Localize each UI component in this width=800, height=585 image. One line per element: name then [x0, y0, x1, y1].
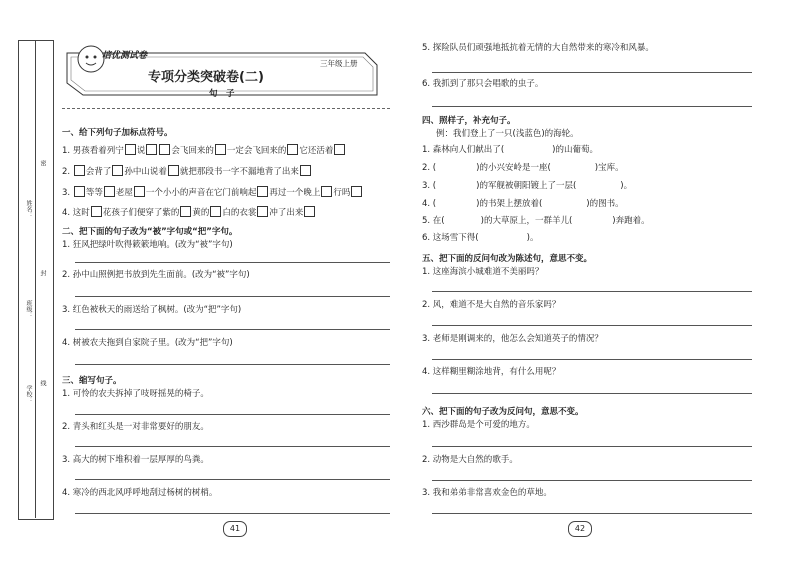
punct-box[interactable] — [180, 206, 191, 217]
answer-line[interactable] — [432, 72, 752, 73]
answer-line[interactable] — [432, 106, 752, 107]
answer-line[interactable] — [75, 513, 390, 514]
s5-item: 4. 这样糊里糊涂地背，有什么用呢？ — [422, 367, 561, 377]
s4-item: 5. 在( )的大草原上，一群羊儿( )奔跑着。 — [422, 216, 650, 226]
s4-item: 2. ( )的小兴安岭是一座( )宝库。 — [422, 163, 624, 173]
class-label: 班级： — [25, 300, 32, 318]
page-number: 41 — [223, 521, 247, 537]
punct-box[interactable] — [104, 186, 115, 197]
s1-item: 1. 男孩看着列宁 说 会飞回来的 一定会飞回来的 它还活着 — [62, 144, 346, 156]
school-label: 学校： — [25, 385, 32, 403]
s5-item: 2. 风，难道不是大自然的音乐家吗？ — [422, 300, 561, 310]
answer-line[interactable] — [75, 414, 390, 415]
answer-line[interactable] — [75, 262, 390, 263]
answer-line[interactable] — [432, 325, 752, 326]
s6-item: 2. 动物是大自然的歌手。 — [422, 455, 518, 465]
s1-item: 2. 会背了 孙中山说着 就把那段书一字不漏地背了出来 — [62, 165, 312, 177]
answer-line[interactable] — [75, 296, 390, 297]
s4-item: 4. ( )的书架上摆放着( )的图书。 — [422, 199, 624, 209]
s6-item: 3. 我和弟弟非常喜欢金色的草地。 — [422, 488, 552, 498]
punct-box[interactable] — [215, 144, 226, 155]
s5-item: 3. 老师是刚调来的，他怎么会知道英子的情况？ — [422, 334, 603, 344]
page-number: 42 — [568, 521, 592, 537]
page-subtitle: 句 子 — [209, 89, 235, 99]
s2-item: 2. 孙中山照例把书放到先生面前。(改为“被”字句) — [62, 270, 250, 280]
fold-mark: 线 — [39, 380, 46, 386]
fold-mark: 封 — [39, 270, 46, 276]
punct-box[interactable] — [159, 144, 170, 155]
section3-heading: 三、缩写句子。 — [62, 376, 122, 386]
top-item: 5. 探险队员们顽强地抵抗着无情的大自然带来的寒冷和风暴。 — [422, 43, 654, 53]
name-label: 姓名： — [25, 200, 32, 218]
fold-line — [35, 40, 36, 518]
section2-heading: 二、把下面的句子改为“被”字句或“把”字句。 — [62, 227, 238, 237]
grade-label: 三年级上册 — [320, 59, 358, 68]
s3-item: 4. 寒冷的西北风呼呼地刮过杨树的树梢。 — [62, 488, 218, 498]
s4-item: 3. ( )的军舰被朝阳镀上了一层( )。 — [422, 181, 633, 191]
page-title: 专项分类突破卷(二) — [148, 70, 264, 85]
answer-line[interactable] — [75, 364, 390, 365]
punct-box[interactable] — [74, 186, 85, 197]
top-item: 6. 我抓到了那只会唱歌的虫子。 — [422, 79, 544, 89]
answer-line[interactable] — [75, 446, 390, 447]
punct-box[interactable] — [112, 165, 123, 176]
punct-box[interactable] — [74, 165, 85, 176]
punct-box[interactable] — [146, 144, 157, 155]
answer-line[interactable] — [75, 329, 390, 330]
punct-box[interactable] — [91, 206, 102, 217]
answer-line[interactable] — [432, 359, 752, 360]
logo-text: 培优测试卷 — [102, 51, 148, 61]
punct-box[interactable] — [300, 165, 311, 176]
binding-margin — [18, 40, 54, 520]
s3-item: 3. 高大的树下堆积着一层厚厚的鸟粪。 — [62, 455, 209, 465]
punct-box[interactable] — [257, 206, 268, 217]
s2-item: 3. 红色被秋天的雨送给了枫树。(改为“把”字句) — [62, 305, 242, 315]
punct-box[interactable] — [125, 144, 136, 155]
s5-item: 1. 这座海滨小城难道不美丽吗？ — [422, 267, 544, 277]
s4-item: 1. 森林向人们献出了( )的山葡萄。 — [422, 145, 598, 155]
answer-line[interactable] — [432, 513, 752, 514]
s1-item: 4. 这时 花孩子们便穿了紫的 黄的 白的衣裳 冲了出来 — [62, 206, 316, 218]
section4-heading: 四、照样子，补充句子。 — [422, 116, 516, 126]
s4-example: 例：我们登上了一只(浅蓝色)的海轮。 — [436, 129, 579, 139]
answer-line[interactable] — [432, 480, 752, 481]
punct-box[interactable] — [168, 165, 179, 176]
fold-mark: 密 — [39, 160, 46, 166]
section1-heading: 一、给下列句子加标点符号。 — [62, 128, 173, 138]
section6-heading: 六、把下面的句子改为反问句，意思不变。 — [422, 407, 584, 417]
s3-item: 2. 青头和红头是一对非常要好的朋友。 — [62, 422, 209, 432]
answer-line[interactable] — [432, 393, 752, 394]
header-divider — [62, 108, 390, 109]
s2-item: 4. 树被农夫拖到自家院子里。(改为“把”字句) — [62, 338, 233, 348]
punct-box[interactable] — [334, 144, 345, 155]
s4-item: 6. 这场雪下得( )。 — [422, 233, 539, 243]
s6-item: 1. 西沙群岛是个可爱的地方。 — [422, 420, 535, 430]
punct-box[interactable] — [257, 186, 268, 197]
answer-line[interactable] — [75, 479, 390, 480]
section5-heading: 五、把下面的反问句改为陈述句，意思不变。 — [422, 254, 593, 264]
punct-box[interactable] — [134, 186, 145, 197]
s3-item: 1. 可怜的农夫拆掉了吱呀摇晃的椅子。 — [62, 389, 209, 399]
answer-line[interactable] — [432, 291, 752, 292]
s2-item: 1. 狂风把绿叶吹得簌簌地响。(改为“被”字句) — [62, 240, 233, 250]
s1-item: 3. 等等 老屋 一个小小的声音在它门前响起 再过一个晚上 行吗 — [62, 186, 363, 198]
punct-box[interactable] — [351, 186, 362, 197]
punct-box[interactable] — [287, 144, 298, 155]
punct-box[interactable] — [304, 206, 315, 217]
punct-box[interactable] — [210, 206, 221, 217]
punct-box[interactable] — [321, 186, 332, 197]
answer-line[interactable] — [432, 446, 752, 447]
